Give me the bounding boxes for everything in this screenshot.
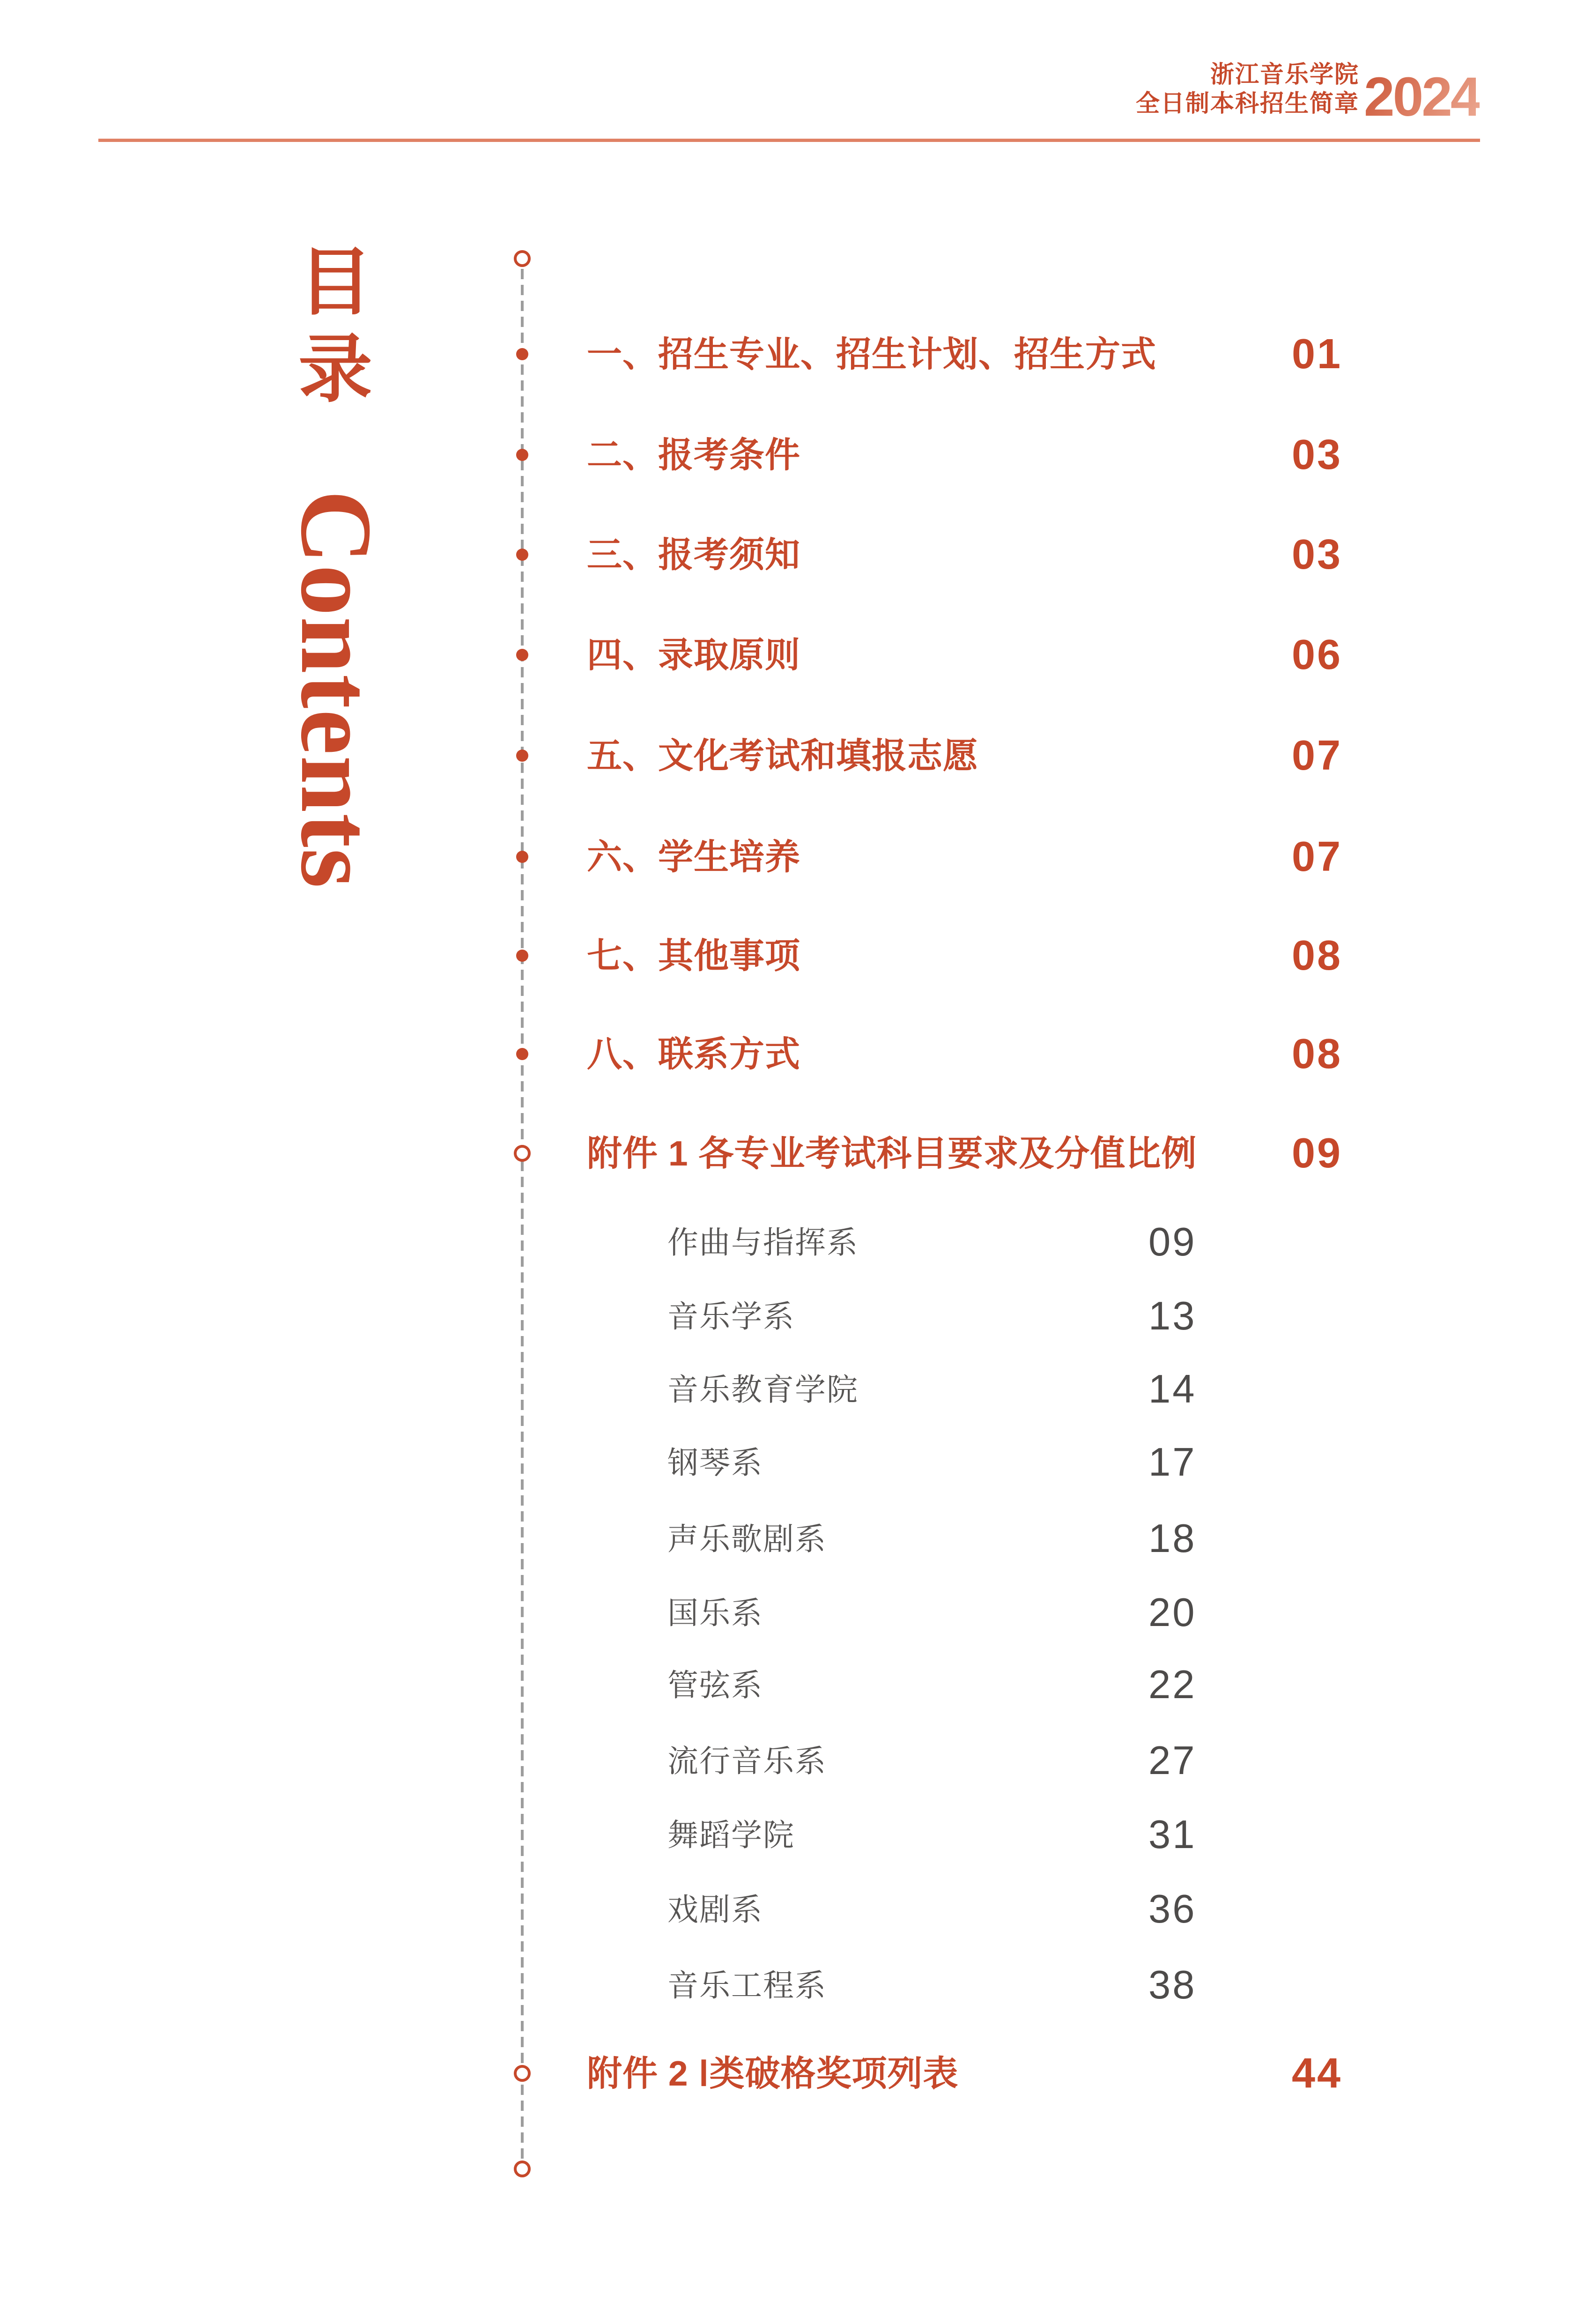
entry-label: 一、招生专业、招生计划、招生方式 bbox=[587, 334, 1157, 374]
entry-label: 钢琴系 bbox=[667, 1445, 763, 1480]
toc-entry[interactable] bbox=[0, 629, 1577, 681]
toc-subentry[interactable] bbox=[0, 1437, 1577, 1488]
entry-label: 音乐学系 bbox=[667, 1299, 795, 1334]
entry-dot-marker bbox=[516, 649, 528, 661]
entry-dot-marker bbox=[516, 449, 528, 461]
entry-page-number: 01 bbox=[1292, 331, 1343, 378]
toc-subentry[interactable] bbox=[0, 1960, 1577, 2011]
entry-dot-marker bbox=[516, 1048, 528, 1060]
entry-page-number: 31 bbox=[1148, 1812, 1197, 1857]
entry-label: 附件 2 Ⅰ类破格奖项列表 bbox=[587, 2054, 959, 2093]
toc-subentry[interactable] bbox=[0, 1217, 1577, 1268]
entry-label: 二、报考条件 bbox=[587, 435, 801, 475]
entry-label: 声乐歌剧系 bbox=[667, 1522, 827, 1556]
entry-dot-marker bbox=[516, 750, 528, 762]
entry-page-number: 03 bbox=[1292, 531, 1343, 578]
header-year: 2024 bbox=[1364, 66, 1480, 128]
entry-label: 五、文化考试和填报志愿 bbox=[587, 736, 979, 775]
toc-entry[interactable] bbox=[0, 831, 1577, 883]
entry-page-number: 18 bbox=[1148, 1516, 1197, 1561]
entry-page-number: 36 bbox=[1148, 1887, 1197, 1931]
entry-label: 戏剧系 bbox=[667, 1892, 763, 1927]
toc-subentry[interactable] bbox=[0, 1364, 1577, 1415]
entry-page-number: 38 bbox=[1148, 1963, 1197, 2007]
toc-entry[interactable] bbox=[0, 2048, 1577, 2099]
entry-circle-marker bbox=[514, 2065, 531, 2082]
entry-label: 附件 1 各专业考试科目要求及分值比例 bbox=[587, 1134, 1197, 1173]
entry-label: 三、报考须知 bbox=[587, 535, 801, 574]
header-org-line1: 浙江音乐学院 bbox=[1210, 61, 1359, 88]
toc-entry[interactable] bbox=[0, 328, 1577, 380]
toc-subentry[interactable] bbox=[0, 1291, 1577, 1342]
header-org-line2: 全日制本科招生简章 bbox=[1135, 90, 1359, 117]
toc-entry[interactable] bbox=[0, 1028, 1577, 1080]
entry-page-number: 44 bbox=[1292, 2050, 1343, 2097]
entry-label: 管弦系 bbox=[667, 1668, 763, 1702]
toc-entry[interactable] bbox=[0, 429, 1577, 481]
entry-label: 七、其他事项 bbox=[587, 936, 801, 975]
entry-page-number: 08 bbox=[1292, 1031, 1343, 1077]
toc-title-char-lu: 录 bbox=[298, 329, 372, 411]
entry-label: 流行音乐系 bbox=[667, 1744, 827, 1778]
entry-page-number: 09 bbox=[1292, 1130, 1343, 1177]
toc-subentry[interactable] bbox=[0, 1513, 1577, 1565]
entry-label: 四、录取原则 bbox=[587, 635, 801, 675]
entry-page-number: 06 bbox=[1292, 631, 1343, 678]
toc-entry[interactable] bbox=[0, 730, 1577, 781]
entry-page-number: 03 bbox=[1292, 431, 1343, 478]
leader-start-circle bbox=[514, 250, 531, 267]
entry-page-number: 07 bbox=[1292, 732, 1343, 779]
entry-dot-marker bbox=[516, 851, 528, 863]
leader-end-circle bbox=[514, 2161, 531, 2177]
entry-dot-marker bbox=[516, 348, 528, 360]
toc-title-chinese bbox=[296, 240, 375, 414]
entry-page-number: 14 bbox=[1148, 1367, 1197, 1411]
toc-subentry[interactable] bbox=[0, 1809, 1577, 1861]
toc-title-char-mu: 目 bbox=[298, 242, 372, 324]
entry-page-number: 08 bbox=[1292, 932, 1343, 979]
header-divider-line bbox=[98, 139, 1480, 142]
entry-label: 音乐工程系 bbox=[667, 1968, 827, 2003]
toc-entry[interactable] bbox=[0, 1128, 1577, 1179]
entry-page-number: 07 bbox=[1292, 833, 1343, 880]
entry-dot-marker bbox=[516, 950, 528, 962]
entry-page-number: 09 bbox=[1148, 1220, 1197, 1264]
entry-label: 六、学生培养 bbox=[587, 837, 801, 876]
toc-subentry[interactable] bbox=[0, 1735, 1577, 1787]
entry-circle-marker bbox=[514, 1145, 531, 1162]
entry-page-number: 17 bbox=[1148, 1440, 1197, 1485]
entry-page-number: 20 bbox=[1148, 1590, 1197, 1635]
entry-page-number: 27 bbox=[1148, 1738, 1197, 1783]
entry-label: 舞蹈学院 bbox=[667, 1818, 795, 1852]
toc-entry[interactable] bbox=[0, 930, 1577, 981]
entry-label: 国乐系 bbox=[667, 1596, 763, 1630]
toc-subentry[interactable] bbox=[0, 1884, 1577, 1935]
entry-label: 八、联系方式 bbox=[587, 1034, 801, 1074]
entry-page-number: 22 bbox=[1148, 1663, 1197, 1707]
entry-label: 作曲与指挥系 bbox=[667, 1225, 859, 1260]
toc-entry[interactable] bbox=[0, 529, 1577, 580]
entry-page-number: 13 bbox=[1148, 1294, 1197, 1338]
entry-label: 音乐教育学院 bbox=[667, 1372, 859, 1407]
toc-subentry[interactable] bbox=[0, 1587, 1577, 1639]
toc-subentry[interactable] bbox=[0, 1659, 1577, 1711]
toc-title-english: Contents bbox=[280, 490, 392, 889]
entry-dot-marker bbox=[516, 549, 528, 561]
header-organization bbox=[1136, 60, 1359, 118]
